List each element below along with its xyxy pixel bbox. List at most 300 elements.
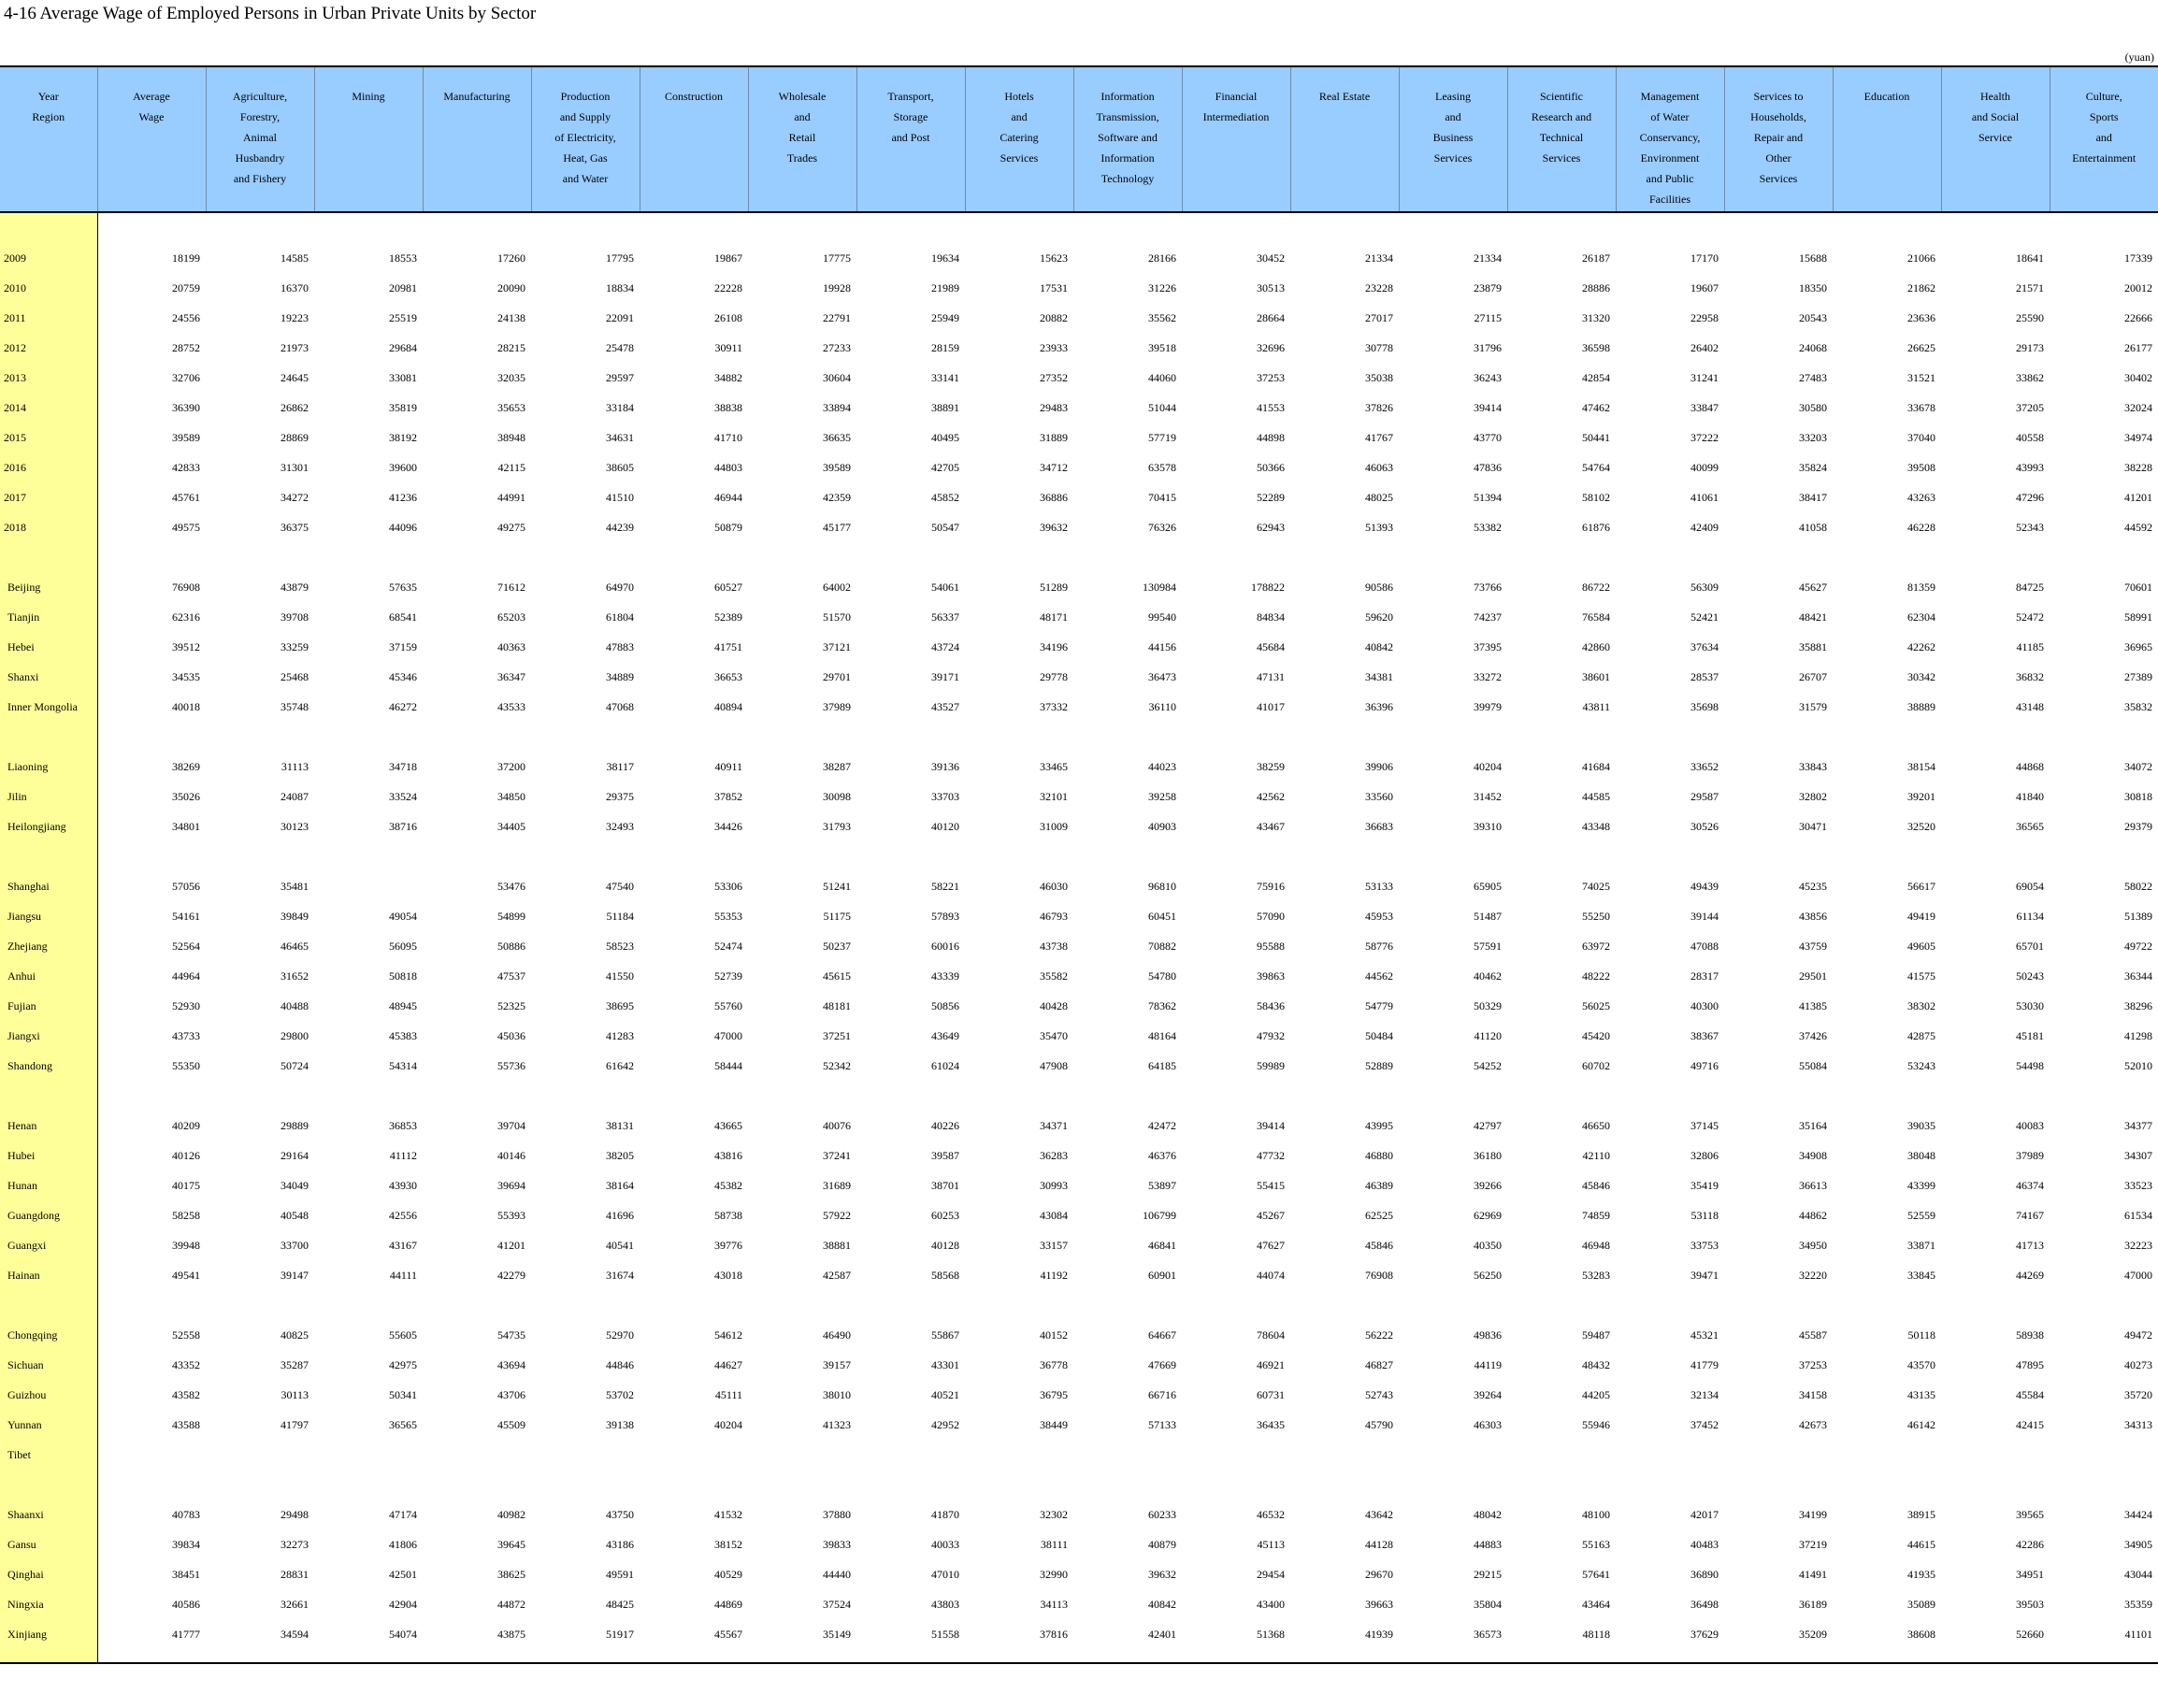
table-cell: 45267 [1257, 1208, 1285, 1222]
column-header-line: Services [1000, 151, 1039, 165]
region-label: Fujian [0, 991, 97, 1021]
column-header [1073, 66, 1182, 212]
table-cell: 60901 [1148, 1268, 1176, 1282]
column-header-line: Forestry, [239, 110, 281, 123]
table-cell: 40982 [497, 1507, 525, 1521]
table-cell: 14585 [281, 251, 309, 265]
table-cell: 44562 [1365, 969, 1393, 983]
table-cell: 42562 [1257, 789, 1285, 803]
table-cell: 41751 [714, 639, 742, 653]
table-row [0, 363, 2158, 393]
column-header-line: Repair and [1753, 131, 1804, 144]
table-cell: 53118 [1690, 1208, 1719, 1222]
table-row [0, 1230, 2158, 1260]
table-cell: 39863 [1257, 969, 1285, 983]
column-header-line: Information [1101, 151, 1155, 165]
table-cell: 41283 [606, 1028, 634, 1042]
table-cell: 69054 [2016, 879, 2044, 893]
table-cell: 50441 [1582, 430, 1610, 444]
table-cell: 55163 [1582, 1537, 1610, 1551]
table-cell: 43879 [281, 580, 309, 594]
table-cell: 43348 [1582, 819, 1610, 833]
table-cell: 41767 [1365, 430, 1393, 444]
table-cell: 25590 [2016, 310, 2044, 324]
table-cell: 33894 [823, 400, 851, 414]
column-header-line: Scientific [1540, 90, 1583, 103]
table-cell: 43018 [714, 1268, 742, 1282]
table-cell: 33184 [606, 400, 634, 414]
column-header-line: Intermediation [1202, 110, 1270, 123]
table-cell: 40894 [714, 699, 742, 713]
table-cell: 44585 [1582, 789, 1610, 803]
table-cell: 54314 [389, 1058, 417, 1072]
table-cell: 46228 [1907, 520, 1935, 534]
table-cell: 41532 [714, 1507, 742, 1521]
table-cell: 32101 [1040, 789, 1068, 803]
table-cell: 45684 [1257, 639, 1285, 653]
table-cell: 44868 [2016, 759, 2044, 773]
table-cell: 56337 [931, 610, 959, 624]
spacer-row [0, 1290, 2158, 1320]
table-cell: 42115 [497, 460, 525, 474]
table-cell: 39035 [1907, 1118, 1935, 1132]
table-cell: 52325 [497, 998, 525, 1012]
table-cell: 33678 [1907, 400, 1935, 414]
table-cell: 45321 [1690, 1328, 1719, 1342]
table-row [0, 482, 2158, 512]
table-cell: 47908 [1040, 1058, 1068, 1072]
table-cell: 44872 [497, 1597, 525, 1611]
table-cell: 48042 [1474, 1507, 1502, 1521]
table-cell: 54735 [497, 1328, 525, 1342]
table-cell: 34196 [1040, 639, 1068, 653]
table-cell: 26108 [714, 310, 742, 324]
table-row [0, 393, 2158, 423]
table-cell: 46948 [1582, 1238, 1610, 1252]
column-header-line: Wholesale [778, 90, 827, 103]
column-header [1941, 66, 2050, 212]
table-cell: 43582 [172, 1387, 200, 1401]
table-cell: 37200 [497, 759, 525, 773]
table-cell: 47174 [389, 1507, 417, 1521]
table-cell: 51393 [1365, 520, 1393, 534]
table-cell: 37826 [1365, 400, 1393, 414]
table-cell: 38451 [172, 1567, 200, 1581]
table-cell: 41684 [1582, 759, 1610, 773]
table-cell: 78362 [1148, 998, 1176, 1012]
table-cell: 33157 [1040, 1238, 1068, 1252]
table-cell: 39503 [2016, 1597, 2044, 1611]
table-cell: 45382 [714, 1178, 742, 1192]
table-cell: 54161 [172, 909, 200, 923]
table-cell: 45615 [823, 969, 851, 983]
table-cell: 45852 [931, 490, 959, 504]
column-header [1833, 66, 1941, 212]
table-cell: 35470 [1040, 1028, 1068, 1042]
table-cell: 37452 [1690, 1417, 1719, 1431]
table-cell: 21862 [1907, 280, 1935, 294]
table-cell: 57922 [823, 1208, 851, 1222]
table-cell: 36778 [1040, 1357, 1068, 1371]
column-header-line: Technical [1539, 131, 1584, 144]
table-cell: 36243 [1474, 370, 1502, 384]
table-cell: 39704 [497, 1118, 525, 1132]
table-cell: 39565 [2016, 1507, 2044, 1521]
table-cell: 45346 [389, 669, 417, 683]
table-cell: 50237 [823, 939, 851, 953]
table-cell: 39979 [1474, 699, 1502, 713]
column-header-line: and Social [1971, 110, 2020, 123]
table-cell: 45846 [1365, 1238, 1393, 1252]
table-cell: 31796 [1474, 340, 1502, 354]
table-cell: 29684 [389, 340, 417, 354]
table-cell: 34371 [1040, 1118, 1068, 1132]
year-label: 2009 [0, 243, 97, 273]
table-cell: 36396 [1365, 699, 1393, 713]
table-cell: 35419 [1690, 1178, 1719, 1192]
table-cell: 31689 [823, 1178, 851, 1192]
table-cell: 35481 [281, 879, 309, 893]
table-cell: 30471 [1799, 819, 1827, 833]
table-cell: 40521 [931, 1387, 959, 1401]
table-cell: 40363 [497, 639, 525, 653]
table-cell: 32520 [1907, 819, 1935, 833]
table-cell: 30526 [1690, 819, 1719, 833]
table-cell: 39663 [1365, 1597, 1393, 1611]
table-cell: 36635 [823, 430, 851, 444]
column-header-line: Services [1759, 172, 1798, 185]
table-cell: 46465 [281, 939, 309, 953]
table-cell: 29587 [1690, 789, 1719, 803]
table-cell [206, 1440, 314, 1470]
table-cell: 15623 [1040, 251, 1068, 265]
table-row [0, 1500, 2158, 1529]
table-cell: 21973 [281, 340, 309, 354]
table-row [0, 961, 2158, 991]
table-cell: 58738 [714, 1208, 742, 1222]
table-cell: 44846 [606, 1357, 634, 1371]
table-cell: 43803 [931, 1597, 959, 1611]
region-label: Sichuan [0, 1350, 97, 1380]
table-cell: 42904 [389, 1597, 417, 1611]
column-header-line: Culture, [2085, 90, 2122, 103]
table-cell: 45113 [1257, 1537, 1285, 1551]
table-cell [531, 1440, 640, 1470]
table-cell: 95588 [1257, 939, 1285, 953]
table-cell: 63578 [1148, 460, 1176, 474]
table-cell: 56025 [1582, 998, 1610, 1012]
table-cell: 35287 [281, 1357, 309, 1371]
table-cell: 39589 [172, 430, 200, 444]
table-cell: 59487 [1582, 1328, 1610, 1342]
table-cell: 38296 [2124, 998, 2152, 1012]
table-cell: 31521 [1907, 370, 1935, 384]
table-cell: 49419 [1907, 909, 1935, 923]
table-cell: 42797 [1474, 1118, 1502, 1132]
table-cell: 31652 [281, 969, 309, 983]
table-cell: 41550 [606, 969, 634, 983]
table-cell: 70601 [2124, 580, 2152, 594]
table-cell: 33259 [281, 639, 309, 653]
table-cell: 29501 [1799, 969, 1827, 983]
table-cell: 24068 [1799, 340, 1827, 354]
table-cell: 33871 [1907, 1238, 1935, 1252]
table-cell: 35824 [1799, 460, 1827, 474]
table-cell: 47068 [606, 699, 634, 713]
table-row [0, 1200, 2158, 1230]
table-cell: 52389 [714, 610, 742, 624]
table-cell: 47000 [714, 1028, 742, 1042]
wage-table-container [0, 65, 2158, 1664]
table-cell: 42017 [1690, 1507, 1719, 1521]
region-label: Henan [0, 1111, 97, 1141]
table-cell: 51570 [823, 610, 851, 624]
table-cell: 39600 [389, 460, 417, 474]
table-cell: 33524 [389, 789, 417, 803]
column-header-line: Research and [1531, 110, 1592, 123]
table-cell: 46650 [1582, 1118, 1610, 1132]
table-cell: 60731 [1257, 1387, 1285, 1401]
table-cell: 30402 [2124, 370, 2152, 384]
year-label: 2013 [0, 363, 97, 393]
table-cell: 48432 [1582, 1357, 1610, 1371]
column-header [0, 66, 97, 212]
table-cell: 39157 [823, 1357, 851, 1371]
column-header-line: and Fishery [233, 172, 287, 185]
column-header-line: Transmission, [1096, 110, 1159, 123]
table-cell: 43570 [1907, 1357, 1935, 1371]
table-cell: 42501 [389, 1567, 417, 1581]
table-cell: 20981 [389, 280, 417, 294]
table-cell: 38915 [1907, 1507, 1935, 1521]
table-cell: 19928 [823, 280, 851, 294]
table-cell: 33700 [281, 1238, 309, 1252]
table-cell: 36886 [1040, 490, 1068, 504]
table-cell: 37253 [1799, 1357, 1827, 1371]
table-cell: 30113 [281, 1387, 309, 1401]
table-cell: 42854 [1582, 370, 1610, 384]
table-cell: 44869 [714, 1597, 742, 1611]
table-cell: 37634 [1690, 639, 1719, 653]
table-cell: 38048 [1907, 1148, 1935, 1162]
table-cell: 34426 [714, 819, 742, 833]
table-cell: 38838 [714, 400, 742, 414]
table-cell: 35720 [2124, 1387, 2152, 1401]
column-header-line: Region [32, 110, 65, 123]
table-cell: 49716 [1690, 1058, 1719, 1072]
table-cell: 50243 [2016, 969, 2044, 983]
column-header-line: Retail [788, 131, 816, 144]
table-cell: 28831 [281, 1567, 309, 1581]
table-cell: 38605 [606, 460, 634, 474]
table-row [0, 1350, 2158, 1380]
spacer-row [0, 1081, 2158, 1111]
table-cell: 39776 [714, 1238, 742, 1252]
table-cell: 40842 [1365, 639, 1393, 653]
region-label: Guangdong [0, 1200, 97, 1230]
table-cell: 39587 [931, 1148, 959, 1162]
column-header-line: Real Estate [1318, 90, 1371, 103]
table-cell: 43930 [389, 1178, 417, 1192]
table-cell: 23933 [1040, 340, 1068, 354]
table-cell: 34905 [2124, 1537, 2152, 1551]
table-body [0, 212, 2158, 1663]
table-cell: 60253 [931, 1208, 959, 1222]
table-cell: 48421 [1799, 610, 1827, 624]
table-cell: 40204 [1474, 759, 1502, 773]
table-cell: 47540 [606, 879, 634, 893]
table-row [0, 632, 2158, 662]
table-cell: 40879 [1148, 1537, 1176, 1551]
table-cell: 71612 [497, 580, 525, 594]
column-header-line: Heat, Gas [563, 151, 608, 165]
table-cell: 38701 [931, 1178, 959, 1192]
table-cell: 38269 [172, 759, 200, 773]
region-label: Tibet [0, 1440, 97, 1470]
table-cell: 43759 [1799, 939, 1827, 953]
table-cell: 43665 [714, 1118, 742, 1132]
table-cell: 90586 [1365, 580, 1393, 594]
column-header-line: and Supply [559, 110, 611, 123]
table-cell: 50484 [1365, 1028, 1393, 1042]
table-cell: 18641 [2016, 251, 2044, 265]
table-cell: 31320 [1582, 310, 1610, 324]
table-cell: 32706 [172, 370, 200, 384]
column-header-line: Agriculture, [232, 90, 288, 103]
table-cell [1507, 1440, 1616, 1470]
table-cell [640, 1440, 748, 1470]
region-label: Hainan [0, 1260, 97, 1290]
table-cell: 31889 [1040, 430, 1068, 444]
table-cell: 70415 [1148, 490, 1176, 504]
table-cell: 42279 [497, 1268, 525, 1282]
table-cell: 26862 [281, 400, 309, 414]
table-cell: 31009 [1040, 819, 1068, 833]
table-cell: 39948 [172, 1238, 200, 1252]
table-cell: 34882 [714, 370, 742, 384]
table-cell: 46272 [389, 699, 417, 713]
table-cell: 47669 [1148, 1357, 1176, 1371]
table-row [0, 602, 2158, 632]
table-cell: 32024 [2124, 400, 2152, 414]
table-row [0, 1021, 2158, 1051]
table-cell: 26177 [2124, 340, 2152, 354]
table-cell: 62525 [1365, 1208, 1393, 1222]
table-cell: 42556 [389, 1208, 417, 1222]
table-cell: 47627 [1257, 1238, 1285, 1252]
table-cell: 35089 [1907, 1597, 1935, 1611]
column-header-line: and Public [1646, 172, 1694, 185]
column-header-line: Storage [893, 110, 928, 123]
table-cell: 74167 [2016, 1208, 2044, 1222]
table-cell: 37426 [1799, 1028, 1827, 1042]
table-cell: 37395 [1474, 639, 1502, 653]
table-cell: 52342 [823, 1058, 851, 1072]
table-cell: 41491 [1799, 1567, 1827, 1581]
table-cell: 29379 [2124, 819, 2152, 833]
table-cell: 32302 [1040, 1507, 1068, 1521]
region-label: Hubei [0, 1141, 97, 1170]
table-cell: 38449 [1040, 1417, 1068, 1431]
table-cell [2050, 1440, 2158, 1470]
column-header-line: Other [1765, 151, 1791, 165]
table-cell: 18199 [172, 251, 200, 265]
column-header-line: Year [37, 90, 59, 103]
table-cell: 58436 [1257, 998, 1285, 1012]
table-cell: 47537 [497, 969, 525, 983]
table-cell: 40120 [931, 819, 959, 833]
table-cell: 40825 [281, 1328, 309, 1342]
column-header [1182, 66, 1290, 212]
table-cell: 58102 [1582, 490, 1610, 504]
column-header [748, 66, 856, 212]
column-header-line: Production [560, 90, 611, 103]
table-cell: 52889 [1365, 1058, 1393, 1072]
table-cell [97, 1440, 206, 1470]
table-cell: 61642 [606, 1058, 634, 1072]
table-cell: 43400 [1257, 1597, 1285, 1611]
table-cell: 36435 [1257, 1417, 1285, 1431]
table-cell: 40783 [172, 1507, 200, 1521]
table-cell: 52743 [1365, 1387, 1393, 1401]
table-cell: 31674 [606, 1268, 634, 1282]
spacer-row [0, 1470, 2158, 1500]
column-header-line: Technology [1101, 172, 1155, 185]
table-cell: 38948 [497, 430, 525, 444]
table-cell: 55415 [1257, 1178, 1285, 1192]
table-cell: 29164 [281, 1148, 309, 1162]
table-cell: 52472 [2016, 610, 2044, 624]
table-cell: 31793 [823, 819, 851, 833]
table-cell: 47000 [2124, 1268, 2152, 1282]
table-cell: 37332 [1040, 699, 1068, 713]
table-cell: 41779 [1690, 1357, 1719, 1371]
table-cell: 47895 [2016, 1357, 2044, 1371]
table-cell: 34889 [606, 669, 634, 683]
table-cell: 44627 [714, 1357, 742, 1371]
table-cell: 37880 [823, 1507, 851, 1521]
table-cell: 40128 [931, 1238, 959, 1252]
year-label: 2017 [0, 482, 97, 512]
table-cell [1724, 1440, 1833, 1470]
column-header-line: Health [1980, 90, 2010, 103]
table-cell: 41777 [172, 1627, 200, 1641]
table-cell: 51558 [931, 1627, 959, 1641]
table-cell: 43301 [931, 1357, 959, 1371]
table-cell: 34718 [389, 759, 417, 773]
table-cell: 29889 [281, 1118, 309, 1132]
table-cell: 46303 [1474, 1417, 1502, 1431]
table-cell: 53897 [1148, 1178, 1176, 1192]
column-header [1399, 66, 1507, 212]
table-cell: 28752 [172, 340, 200, 354]
table-cell: 48171 [1040, 610, 1068, 624]
table-cell: 54252 [1474, 1058, 1502, 1072]
table-cell: 44074 [1257, 1268, 1285, 1282]
region-label: Jiangxi [0, 1021, 97, 1051]
table-cell: 41806 [389, 1537, 417, 1551]
table-cell: 76908 [172, 580, 200, 594]
table-cell: 44615 [1907, 1537, 1935, 1551]
table-cell: 42875 [1907, 1028, 1935, 1042]
table-row [0, 692, 2158, 722]
table-cell: 27389 [2124, 669, 2152, 683]
table-cell: 39512 [172, 639, 200, 653]
table-cell: 37251 [823, 1028, 851, 1042]
table-cell: 55736 [497, 1058, 525, 1072]
table-cell: 42860 [1582, 639, 1610, 653]
table-cell: 52474 [714, 939, 742, 953]
